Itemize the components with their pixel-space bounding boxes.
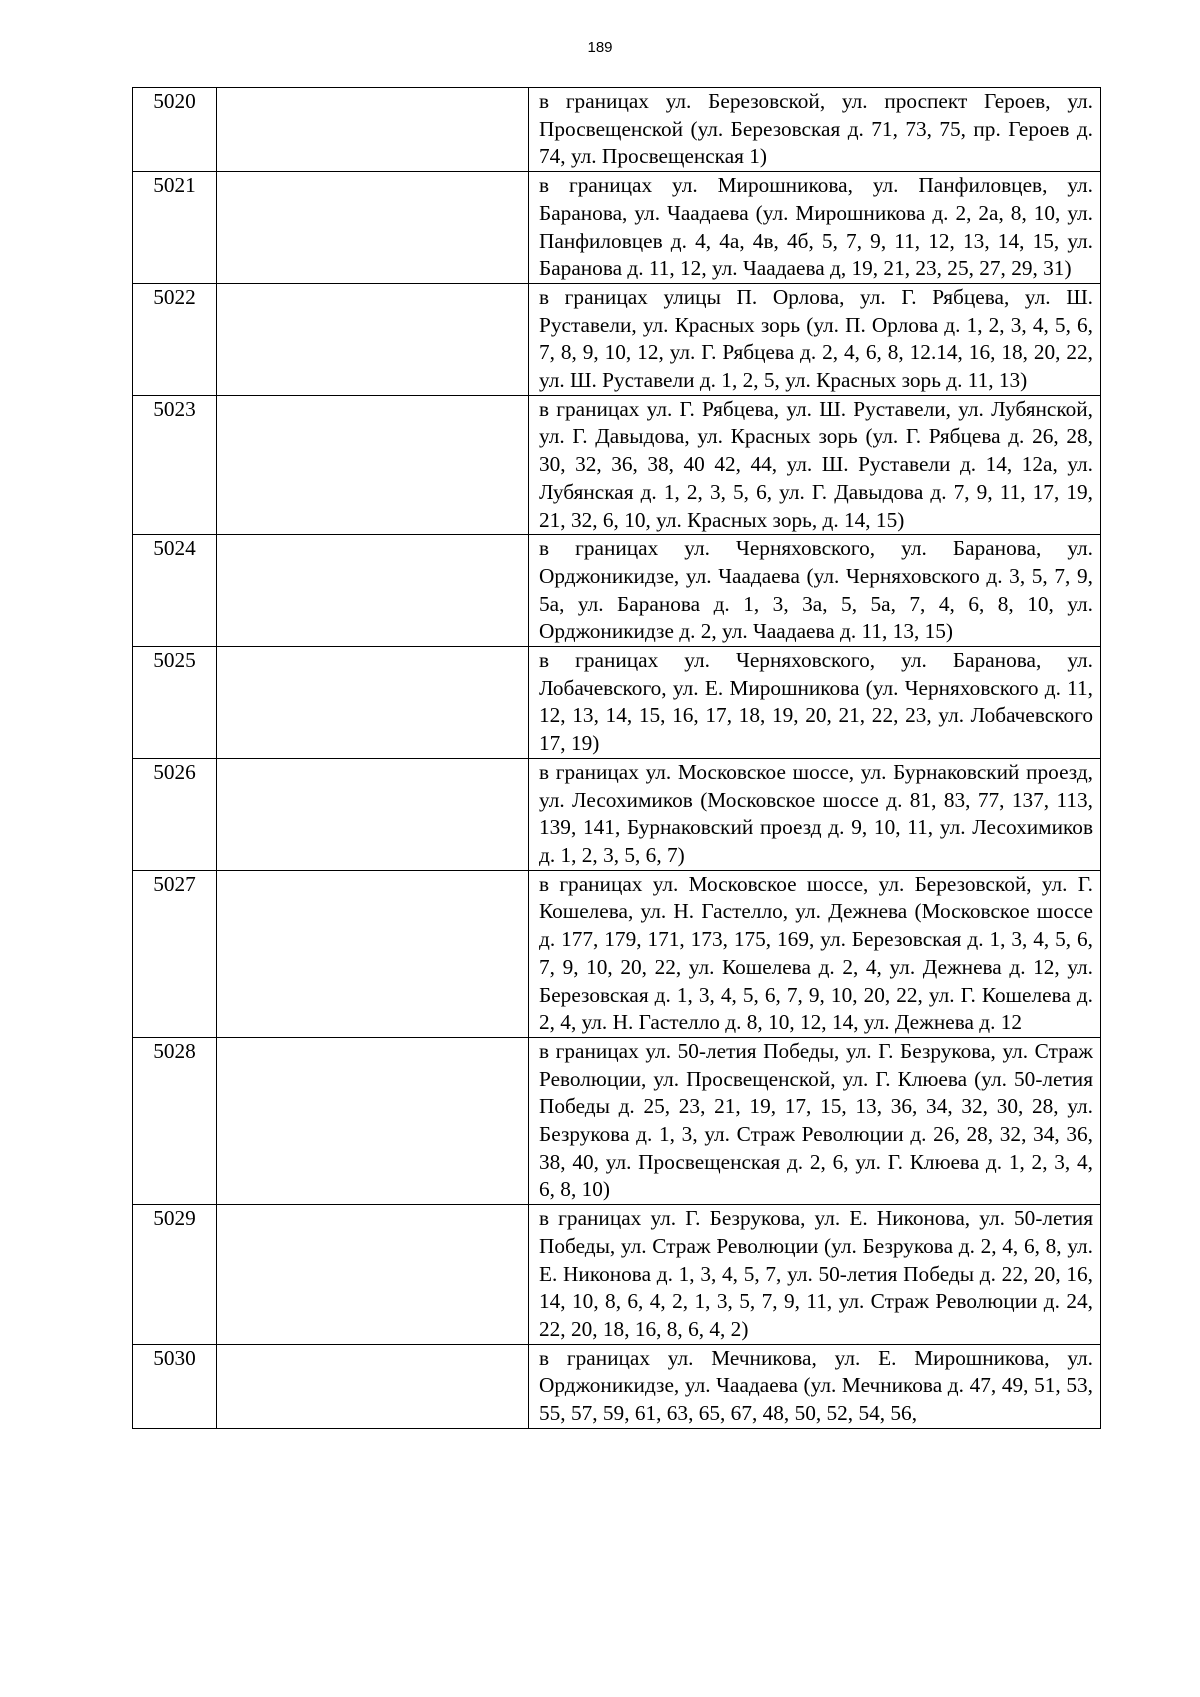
district-boundaries: в границах ул. Г. Рябцева, ул. Ш. Руставели, ул. Лубянской, ул. Г. Давыдова, ул. Красных зорь (ул. Г. Рябцева д. 26, 28, 30, 32, 36, 38, 40 42, 44, ул. Ш. Руставели д. 14, 12а, ул. Лубянская д. 1, 2, 3, 5, 6, ул. Г. Давыдова д. 7, 9, 11, 17, 19, 21, 32, 6, 10, ул. Красных зорь, д. 14, 15) (529, 395, 1101, 535)
district-boundaries: в границах ул. Мирошникова, ул. Панфиловцев, ул. Баранова, ул. Чаадаева (ул. Мирошникова д. 2, 2а, 8, 10, ул. Панфиловцев д. 4, 4а, 4в, 4б, 5, 7, 9, 11, 12, 13, 14, 15, ул. Баранова д. 11, 12, ул. Чаадаева д, 19, 21, 23, 25, 27, 29, 31) (529, 172, 1101, 284)
district-number: 5030 (133, 1344, 217, 1428)
empty-cell (217, 1205, 529, 1345)
empty-cell (217, 535, 529, 647)
table-row (133, 88, 1101, 172)
district-number: 5021 (133, 172, 217, 284)
district-boundaries: в границах ул. Черняховского, ул. Баранова, ул. Орджоникидзе, ул. Чаадаева (ул. Черняховского д. 3, 5, 7, 9, 5а, ул. Баранова д. 1, 3, 3а, 5, 5а, 7, 4, 6, 8, 10, ул. Орджоникидзе д. 2, ул. Чаадаева д. 11, 13, 15) (529, 535, 1101, 647)
polling-districts-table (132, 87, 1101, 1429)
district-number: 5026 (133, 758, 217, 870)
empty-cell (217, 758, 529, 870)
table-row (133, 1344, 1101, 1428)
table-row (133, 395, 1101, 535)
district-number: 5022 (133, 283, 217, 395)
table-row (133, 283, 1101, 395)
table-row (133, 535, 1101, 647)
empty-cell (217, 172, 529, 284)
empty-cell (217, 647, 529, 759)
empty-cell (217, 88, 529, 172)
district-number: 5020 (133, 88, 217, 172)
page-number: 189 (587, 39, 613, 56)
district-number: 5029 (133, 1205, 217, 1345)
empty-cell (217, 1037, 529, 1204)
district-boundaries: в границах ул. Березовской, ул. проспект Героев, ул. Просвещенской (ул. Березовская д. 71, 73, 75, пр. Героев д. 74, ул. Просвещенская 1) (529, 88, 1101, 172)
empty-cell (217, 283, 529, 395)
district-boundaries: в границах ул. Г. Безрукова, ул. Е. Никонова, ул. 50-летия Победы, ул. Страж Революции (ул. Безрукова д. 2, 4, 6, 8, ул. Е. Никонова д. 1, 3, 4, 5, 7, ул. 50-летия Победы д. 22, 20, 16, 14, 10, 8, 6, 4, 2, 1, 3, 5, 7, 9, 11, ул. Страж Революции д. 24, 22, 20, 18, 16, 8, 6, 4, 2) (529, 1205, 1101, 1345)
district-boundaries: в границах ул. Черняховского, ул. Баранова, ул. Лобачевского, ул. Е. Мирошникова (ул. Черняховского д. 11, 12, 13, 14, 15, 16, 17, 18, 19, 20, 21, 22, 23, ул. Лобачевского 17, 19) (529, 647, 1101, 759)
empty-cell (217, 870, 529, 1037)
district-boundaries: в границах улицы П. Орлова, ул. Г. Рябцева, ул. Ш. Руставели, ул. Красных зорь (ул. П. Орлова д. 1, 2, 3, 4, 5, 6, 7, 8, 9, 10, 12, ул. Г. Рябцева д. 2, 4, 6, 8, 12.14, 16, 18, 20, 22, ул. Ш. Руставели д. 1, 2, 5, ул. Красных зорь д. 11, 13) (529, 283, 1101, 395)
empty-cell (217, 1344, 529, 1428)
district-boundaries: в границах ул. Мечникова, ул. Е. Мирошникова, ул. Орджоникидзе, ул. Чаадаева (ул. Мечникова д. 47, 49, 51, 53, 55, 57, 59, 61, 63, 65, 67, 48, 50, 52, 54, 56, (529, 1344, 1101, 1428)
district-number: 5025 (133, 647, 217, 759)
district-boundaries: в границах ул. Московское шоссе, ул. Березовской, ул. Г. Кошелева, ул. Н. Гастелло, ул. Дежнева (Московское шоссе д. 177, 179, 171, 173, 175, 169, ул. Березовская д. 1, 3, 4, 5, 6, 7, 9, 10, 20, 22, ул. Кошелева д. 2, 4, ул. Дежнева д. 12, ул. Березовская д. 1, 3, 4, 5, 6, 7, 9, 10, 20, 22, ул. Г. Кошелева д. 2, 4, ул. Н. Гастелло д. 8, 10, 12, 14, ул. Дежнева д. 12 (529, 870, 1101, 1037)
district-boundaries: в границах ул. 50-летия Победы, ул. Г. Безрукова, ул. Страж Революции, ул. Просвещенской, ул. Г. Клюева (ул. 50-летия Победы д. 25, 23, 21, 19, 17, 15, 13, 36, 34, 32, 30, 28, ул. Безрукова д. 1, 3, ул. Страж Революции д. 26, 28, 32, 34, 36, 38, 40, ул. Просвещенская д. 2, 6, ул. Г. Клюева д. 1, 2, 3, 4, 6, 8, 10) (529, 1037, 1101, 1204)
district-number: 5023 (133, 395, 217, 535)
table-row (133, 647, 1101, 759)
district-number: 5028 (133, 1037, 217, 1204)
table-row (133, 758, 1101, 870)
empty-cell (217, 395, 529, 535)
district-number: 5027 (133, 870, 217, 1037)
table-row (133, 1037, 1101, 1204)
table-row (133, 1205, 1101, 1345)
district-boundaries: в границах ул. Московское шоссе, ул. Бурнаковский проезд, ул. Лесохимиков (Московское шоссе д. 81, 83, 77, 137, 113, 139, 141, Бурнаковский проезд д. 9, 10, 11, ул. Лесохимиков д. 1, 2, 3, 5, 6, 7) (529, 758, 1101, 870)
table-row (133, 172, 1101, 284)
district-number: 5024 (133, 535, 217, 647)
table-row (133, 870, 1101, 1037)
